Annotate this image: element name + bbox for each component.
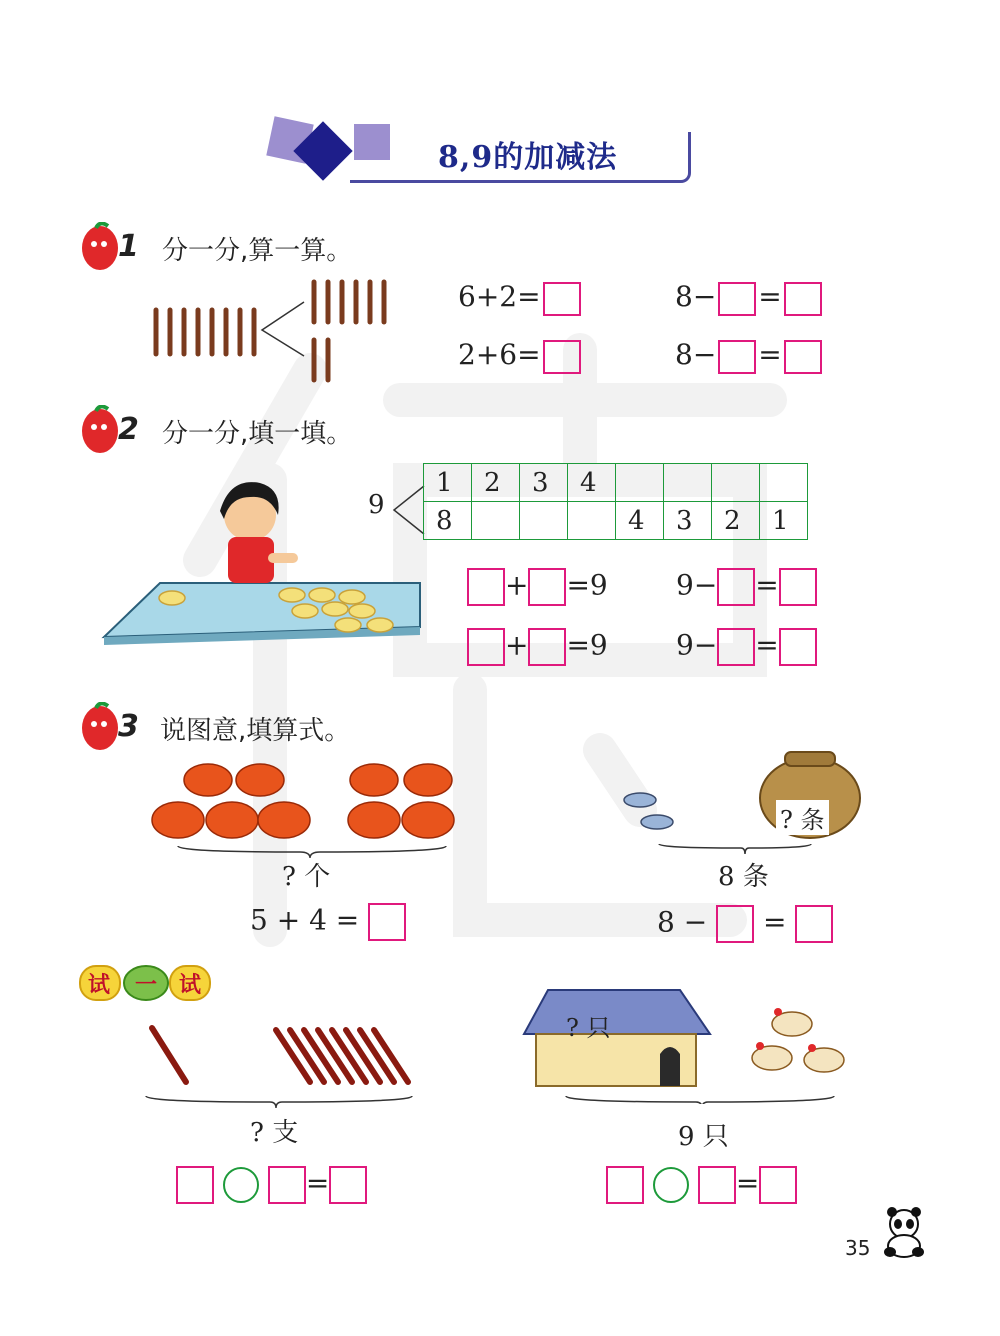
answer-box[interactable] bbox=[698, 1166, 736, 1204]
eq-sum-9-b: + =9 bbox=[467, 628, 608, 666]
grid-cell[interactable] bbox=[616, 464, 664, 502]
section-3-instruction: 说图意,填算式。 bbox=[160, 716, 351, 746]
eq-8-minus-1: 8− = bbox=[675, 280, 824, 316]
operator-circle[interactable] bbox=[653, 1167, 689, 1203]
answer-box[interactable] bbox=[528, 568, 566, 606]
grid-cell: 1 bbox=[424, 464, 472, 502]
answer-box[interactable] bbox=[329, 1166, 367, 1204]
split-table bbox=[423, 463, 808, 540]
operator-circle[interactable] bbox=[223, 1167, 259, 1203]
chick-total-label: 9 只 bbox=[678, 1122, 729, 1152]
svg-text:试: 试 bbox=[179, 973, 202, 998]
grid-cell: 1 bbox=[760, 502, 808, 540]
eq-sum-9-a: + =9 bbox=[467, 568, 608, 606]
pencil-equation: = bbox=[176, 1166, 367, 1204]
grid-cell[interactable] bbox=[664, 464, 712, 502]
answer-box[interactable] bbox=[784, 340, 822, 374]
try-badge-icon bbox=[78, 962, 214, 1004]
page-title: 8,9的加减法 bbox=[438, 140, 618, 175]
jar-label: ? 条 bbox=[776, 800, 829, 835]
answer-box[interactable] bbox=[368, 903, 406, 941]
pumpkins-illustration bbox=[150, 760, 460, 860]
svg-text:3: 3 bbox=[118, 709, 139, 744]
section-3-badge-icon bbox=[78, 702, 154, 754]
answer-box[interactable] bbox=[779, 628, 817, 666]
split-total: 9 bbox=[368, 490, 385, 520]
grid-cell: 8 bbox=[424, 502, 472, 540]
eq-9-minus-b: 9− = bbox=[676, 628, 817, 666]
section-1-badge-icon bbox=[78, 222, 154, 274]
grid-cell: 2 bbox=[712, 502, 760, 540]
boy-with-cookies-illustration bbox=[100, 475, 430, 645]
eq-6-plus-2: 6+2= bbox=[458, 280, 583, 316]
house-chickens-illustration bbox=[520, 984, 860, 1104]
pumpkin-total-label: ? 个 bbox=[282, 862, 331, 892]
answer-box[interactable] bbox=[795, 905, 833, 943]
panda-icon bbox=[878, 1206, 930, 1260]
eq-9-minus-a: 9− = bbox=[676, 568, 817, 606]
svg-text:1: 1 bbox=[118, 229, 139, 264]
eq-5-plus-4: 5 + 4 = bbox=[250, 903, 406, 941]
grid-cell: 3 bbox=[520, 464, 568, 502]
house-label: ? 只 bbox=[566, 1014, 611, 1042]
section-2-instruction: 分一分,填一填。 bbox=[162, 419, 353, 449]
svg-text:一: 一 bbox=[135, 973, 158, 998]
answer-box[interactable] bbox=[716, 905, 754, 943]
answer-box[interactable] bbox=[718, 340, 756, 374]
answer-box[interactable] bbox=[543, 282, 581, 316]
grid-cell: 4 bbox=[616, 502, 664, 540]
grid-cell[interactable] bbox=[568, 502, 616, 540]
grid-cell[interactable] bbox=[760, 464, 808, 502]
answer-box[interactable] bbox=[784, 282, 822, 316]
grid-cell: 2 bbox=[472, 464, 520, 502]
answer-box[interactable] bbox=[543, 340, 581, 374]
answer-box[interactable] bbox=[467, 628, 505, 666]
sticks-illustration bbox=[148, 274, 398, 386]
fish-total-label: 8 条 bbox=[718, 862, 769, 892]
eq-8-minus-fish: 8 − = bbox=[657, 905, 833, 943]
answer-box[interactable] bbox=[717, 568, 755, 606]
pencil-total-label: ? 支 bbox=[250, 1118, 299, 1148]
answer-box[interactable] bbox=[467, 568, 505, 606]
svg-text:试: 试 bbox=[88, 973, 111, 998]
section-1-instruction: 分一分,算一算。 bbox=[162, 236, 353, 266]
answer-box[interactable] bbox=[759, 1166, 797, 1204]
grid-cell[interactable] bbox=[520, 502, 568, 540]
table-row bbox=[424, 464, 808, 502]
grid-cell[interactable] bbox=[712, 464, 760, 502]
grid-cell[interactable] bbox=[472, 502, 520, 540]
answer-box[interactable] bbox=[718, 282, 756, 316]
answer-box[interactable] bbox=[717, 628, 755, 666]
answer-box[interactable] bbox=[528, 628, 566, 666]
svg-text:2: 2 bbox=[118, 412, 139, 447]
grid-cell: 3 bbox=[664, 502, 712, 540]
eq-2-plus-6: 2+6= bbox=[458, 338, 583, 374]
answer-box[interactable] bbox=[779, 568, 817, 606]
eq-8-minus-2: 8− = bbox=[675, 338, 824, 374]
chicken-equation: = bbox=[606, 1166, 797, 1204]
page-number: 35 bbox=[845, 1236, 871, 1260]
answer-box[interactable] bbox=[268, 1166, 306, 1204]
section-2-badge-icon bbox=[78, 405, 154, 457]
grid-cell: 4 bbox=[568, 464, 616, 502]
pencils-illustration bbox=[140, 1020, 420, 1118]
answer-box[interactable] bbox=[176, 1166, 214, 1204]
table-row bbox=[424, 502, 808, 540]
answer-box[interactable] bbox=[606, 1166, 644, 1204]
